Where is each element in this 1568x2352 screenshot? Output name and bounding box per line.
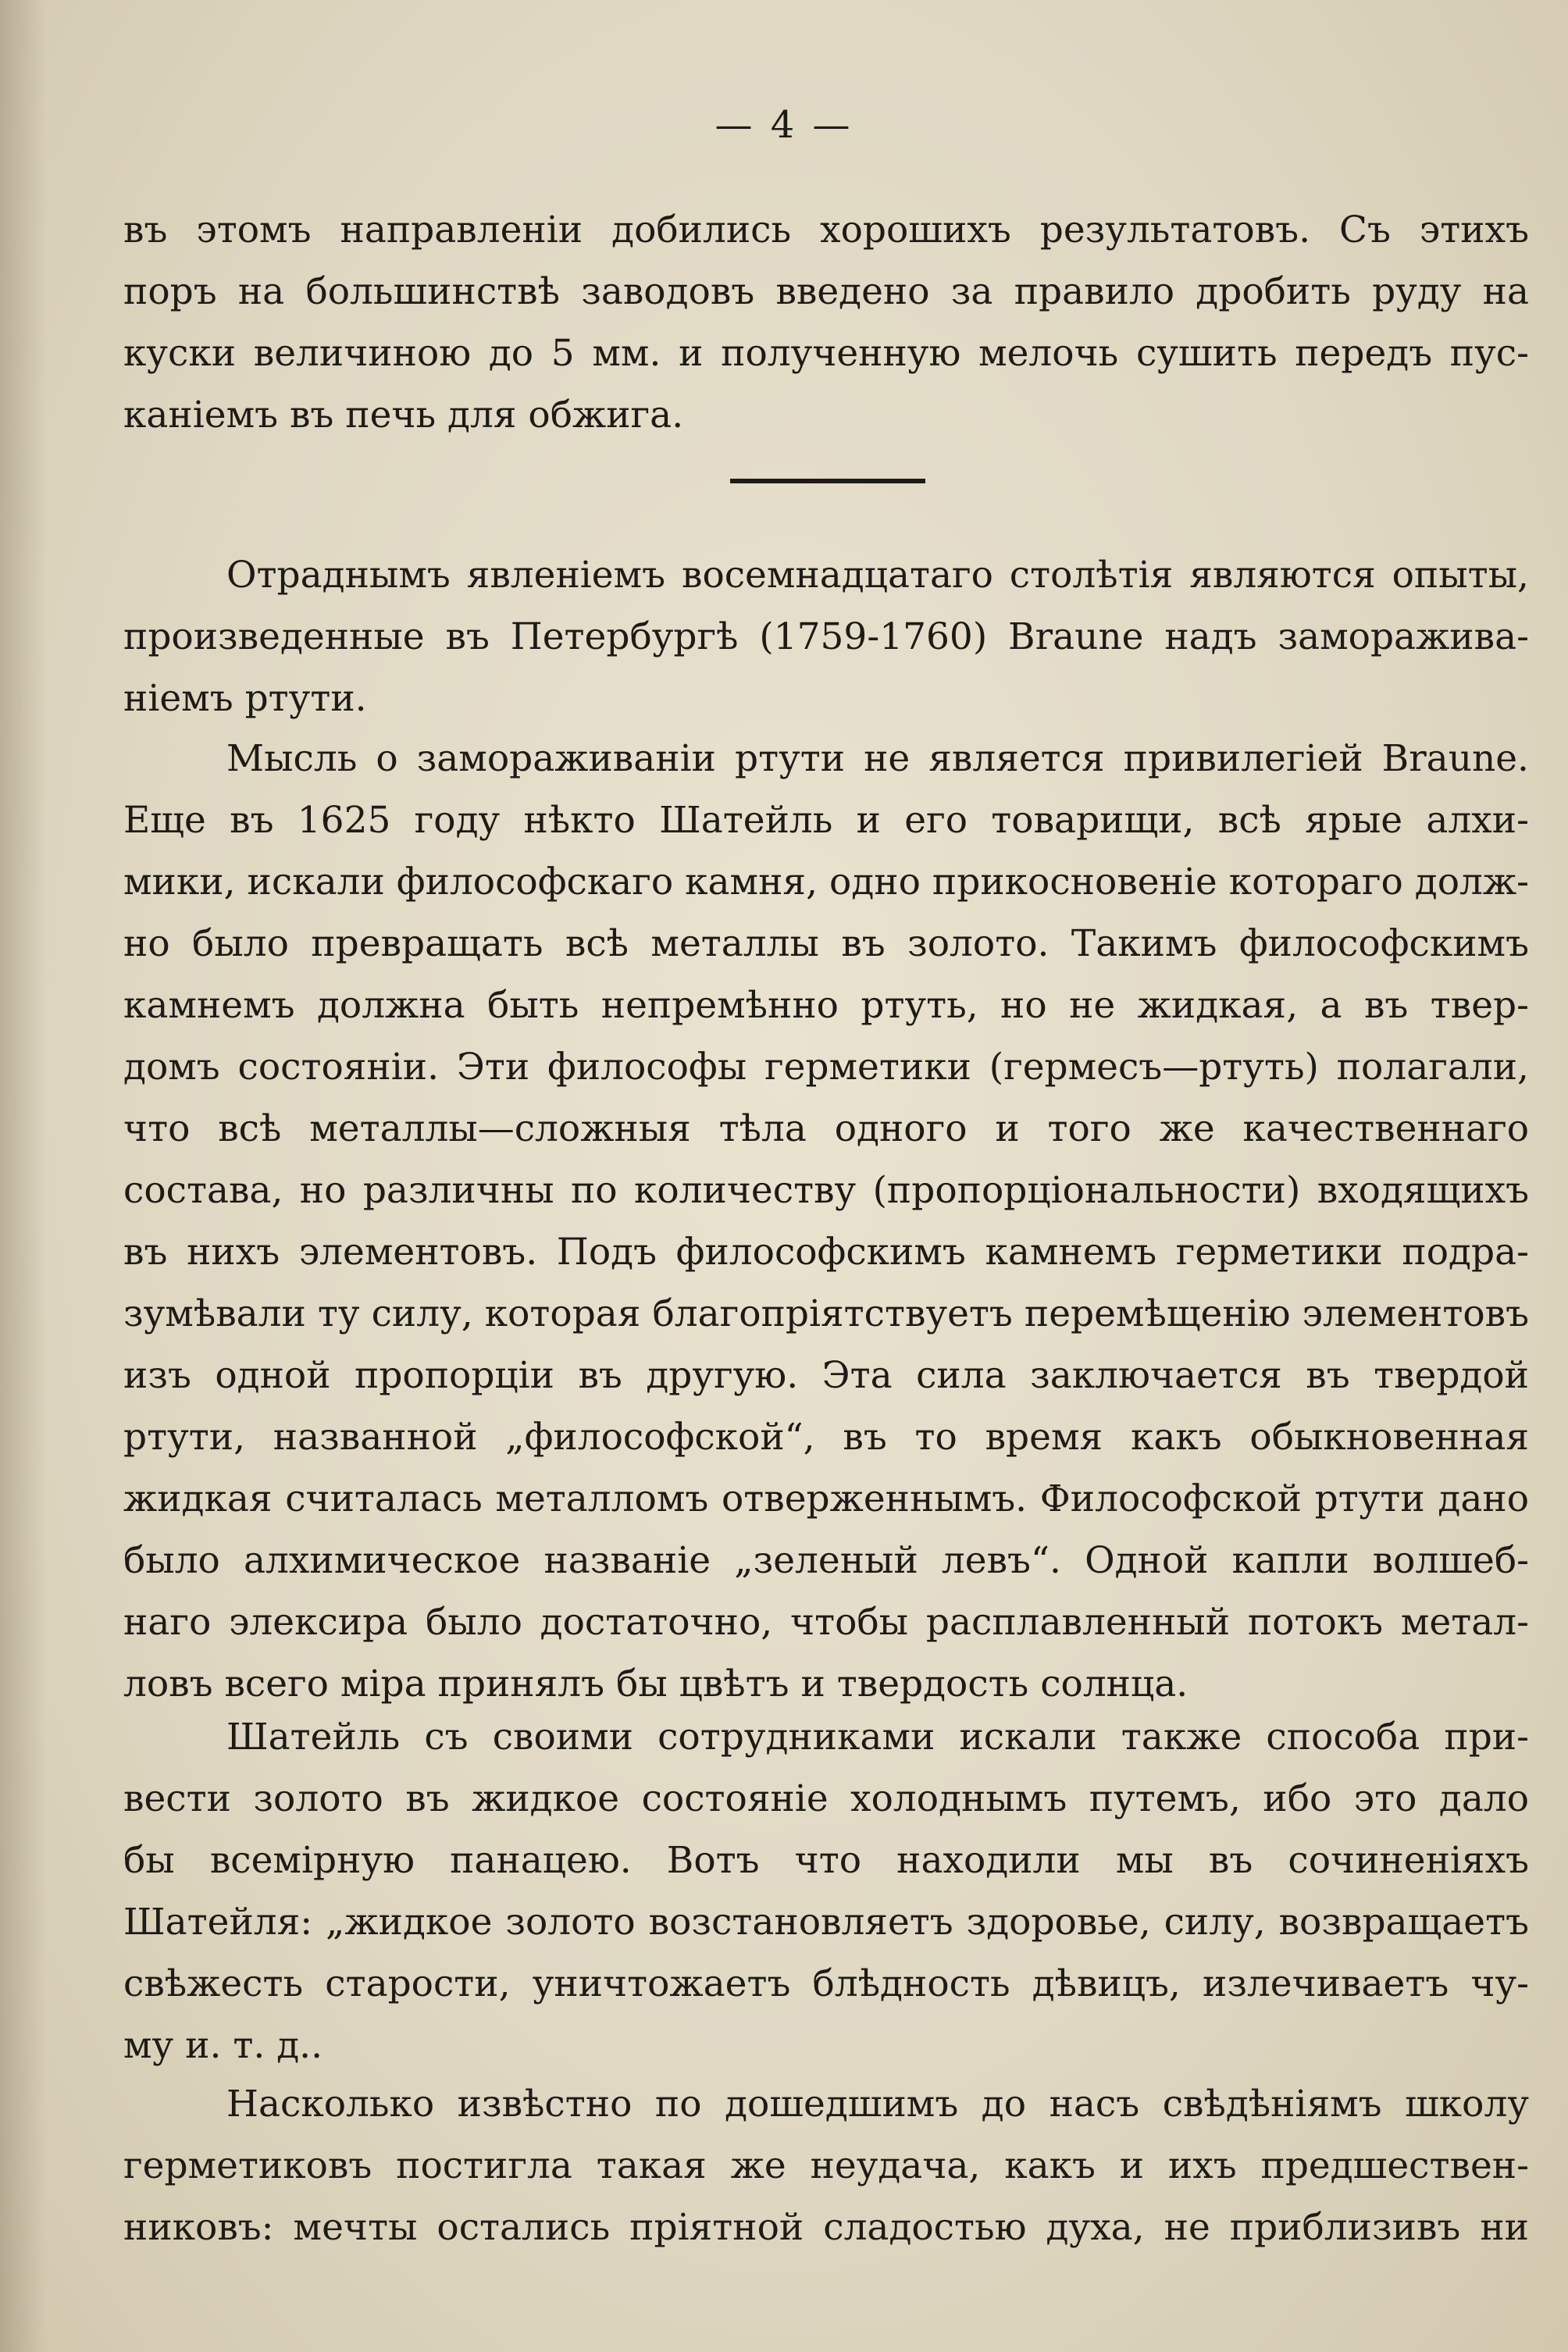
paragraph-1 (123, 199, 1529, 446)
text-line: зумѣвали ту силу, которая благопріятствуетъ перемѣщенію элементовъ (123, 1292, 1529, 1335)
paragraph-3 (123, 728, 1529, 1715)
text-line: му и. т. д.. (123, 2024, 323, 2067)
text-line: Насколько извѣстно по дошедшимъ до насъ свѣдѣніямъ школу (226, 2083, 1529, 2126)
text-line: вести золото въ жидкое состояніе холоднымъ путемъ, ибо это дало (123, 1777, 1529, 1820)
page-number: — 4 — (715, 103, 853, 147)
text-line: ртути, названной „философской“, въ то время какъ обыкновенная (123, 1416, 1529, 1459)
text-line: Мысль о замораживаніи ртути не является привилегіей Braune. (226, 737, 1529, 780)
text-line: состава, но различны по количеству (пропорціональности) входящихъ (123, 1169, 1529, 1212)
paragraph-4 (123, 1706, 1529, 2076)
text-line: Отраднымъ явленіемъ восемнадцатаго столѣтія являются опыты, (226, 554, 1529, 597)
text-line: въ этомъ направленіи добились хорошихъ результатовъ. Съ этихъ (123, 208, 1529, 251)
paragraph-2 (123, 544, 1529, 729)
text-line: Еще въ 1625 году нѣкто Шатейль и его товарищи, всѣ ярые алхи- (123, 799, 1529, 842)
text-line: каніемъ въ печь для обжига. (123, 394, 684, 437)
text-line: жидкая считалась металломъ отверженнымъ. Философской ртути дано (123, 1477, 1529, 1520)
text-line: что всѣ металлы—сложныя тѣла одного и того же качественнаго (123, 1107, 1529, 1150)
text-line: было алхимическое названіе „зеленый левъ“. Одной капли волшеб- (123, 1539, 1529, 1582)
text-line: поръ на большинствѣ заводовъ введено за правило дробить руду на (123, 270, 1529, 313)
text-line: куски величиною до 5 мм. и полученную мелочь сушить передъ пус- (123, 332, 1529, 375)
text-line: въ нихъ элементовъ. Подъ философскимъ камнемъ герметики подра- (123, 1231, 1529, 1274)
text-line: никовъ: мечты остались пріятной сладостью духа, не приблизивъ ни (123, 2206, 1529, 2249)
text-line: наго элексира было достаточно, чтобы расплавленный потокъ метал- (123, 1601, 1529, 1644)
text-line: произведенные въ Петербургѣ (1759-1760) Braune надъ заморажива- (123, 615, 1529, 658)
text-line: домъ состояніи. Эти философы герметики (гермесъ—ртуть) полагали, (123, 1046, 1529, 1089)
text-line: свѣжесть старости, уничтожаетъ блѣдность дѣвицъ, излечиваетъ чу- (123, 1962, 1529, 2005)
text-line: ловъ всего міра принялъ бы цвѣтъ и твердость солнца. (123, 1662, 1188, 1705)
text-line: изъ одной пропорціи въ другую. Эта сила заключается въ твердой (123, 1354, 1529, 1397)
text-line: ніемъ ртути. (123, 677, 367, 720)
text-line: но было превращать всѣ металлы въ золото. Такимъ философскимъ (123, 922, 1529, 965)
section-divider (730, 479, 925, 483)
text-line: герметиковъ постигла такая же неудача, какъ и ихъ предшествен- (123, 2144, 1529, 2187)
page-edge-shadow (0, 0, 47, 2352)
paragraph-5 (123, 2073, 1529, 2258)
text-line: Шатейль съ своими сотрудниками искали также способа при- (226, 1716, 1529, 1759)
text-line: мики, искали философскаго камня, одно прикосновеніе котораго долж- (123, 861, 1529, 903)
text-line: бы всемірную панацею. Вотъ что находили мы въ сочиненіяхъ (123, 1839, 1529, 1882)
text-line: камнемъ должна быть непремѣнно ртуть, но не жидкая, а въ твер- (123, 984, 1529, 1027)
text-line: Шатейля: „жидкое золото возстановляетъ здоровье, силу, возвращаетъ (123, 1901, 1529, 1944)
